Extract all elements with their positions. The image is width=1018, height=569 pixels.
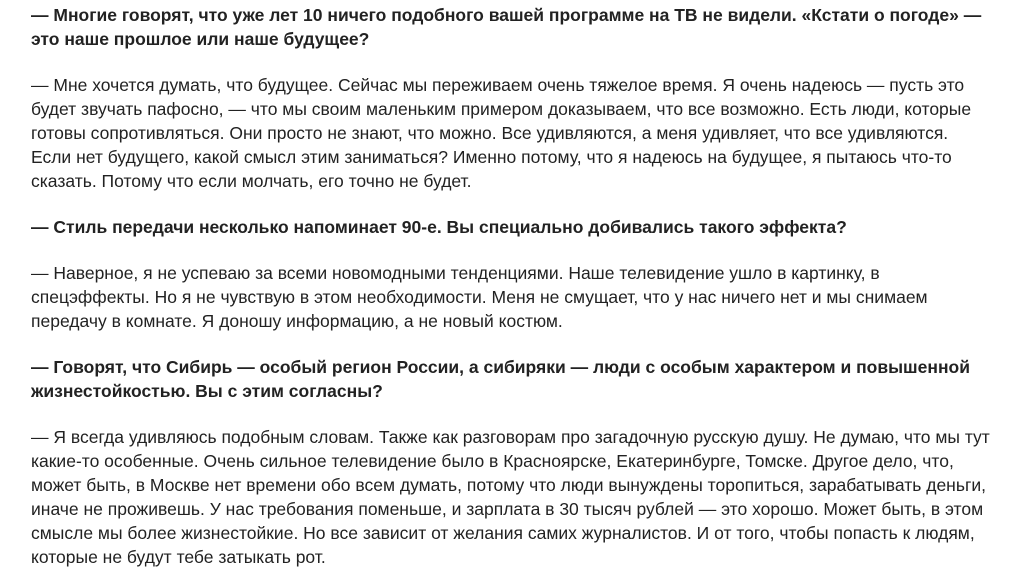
question-paragraph: — Стиль передачи несколько напоминает 90-е. Вы специально добивались такого эффекта? bbox=[31, 217, 847, 237]
answer-paragraph: — Я всегда удивляюсь подобным словам. Также как разговорам про загадочную русскую душу. Не думаю, что мы тут какие-то особенные. Очень сильное телевидение было в Красноярске, Екатеринбурге, Томске. Другое дело, что, может быть, в Москве нет времени обо всем думать, потому что люди вынуждены торопиться, зарабатывать деньги, иначе не проживешь. У нас требования поменьше, и зарплата в 30 тысяч рублей — это хорошо. Может быть, в этом смысле мы более жизнестойкие. Но все зависит от желания самих журналистов. И от того, чтобы попасть к людям, которые не будут тебе затыкать рот. bbox=[31, 427, 990, 567]
question-paragraph: — Говорят, что Сибирь — особый регион России, а сибиряки — люди с особым характером и повышенной жизнестойкостью. Вы с этим согласны? bbox=[31, 357, 970, 401]
qa-block bbox=[31, 355, 991, 569]
answer-paragraph: — Мне хочется думать, что будущее. Сейчас мы переживаем очень тяжелое время. Я очень надеюсь — пусть это будет звучать пафосно, — что мы своим маленьким примером доказываем, что все возможно. Есть люди, которые готовы сопротивляться. Они просто не знают, что можно. Все удивляются, а меня удивляет, что все удивляются. Если нет будущего, какой смысл этим заниматься? Именно потому, что я надеюсь на будущее, я пытаюсь что-то сказать. Потому что если молчать, его точно не будет. bbox=[31, 75, 972, 191]
question-paragraph: — Многие говорят, что уже лет 10 ничего подобного вашей программе на ТВ не видели. «Кстати о погоде» — это наше прошлое или наше будущее? bbox=[31, 5, 982, 49]
answer-paragraph: — Наверное, я не успеваю за всеми новомодными тенденциями. Наше телевидение ушло в картинку, в спецэффекты. Но я не чувствую в этом необходимости. Меня не смущает, что у нас ничего нет и мы снимаем передачу в комнате. Я доношу информацию, а не новый костюм. bbox=[31, 263, 928, 331]
qa-block bbox=[31, 3, 991, 193]
qa-block bbox=[31, 215, 991, 333]
